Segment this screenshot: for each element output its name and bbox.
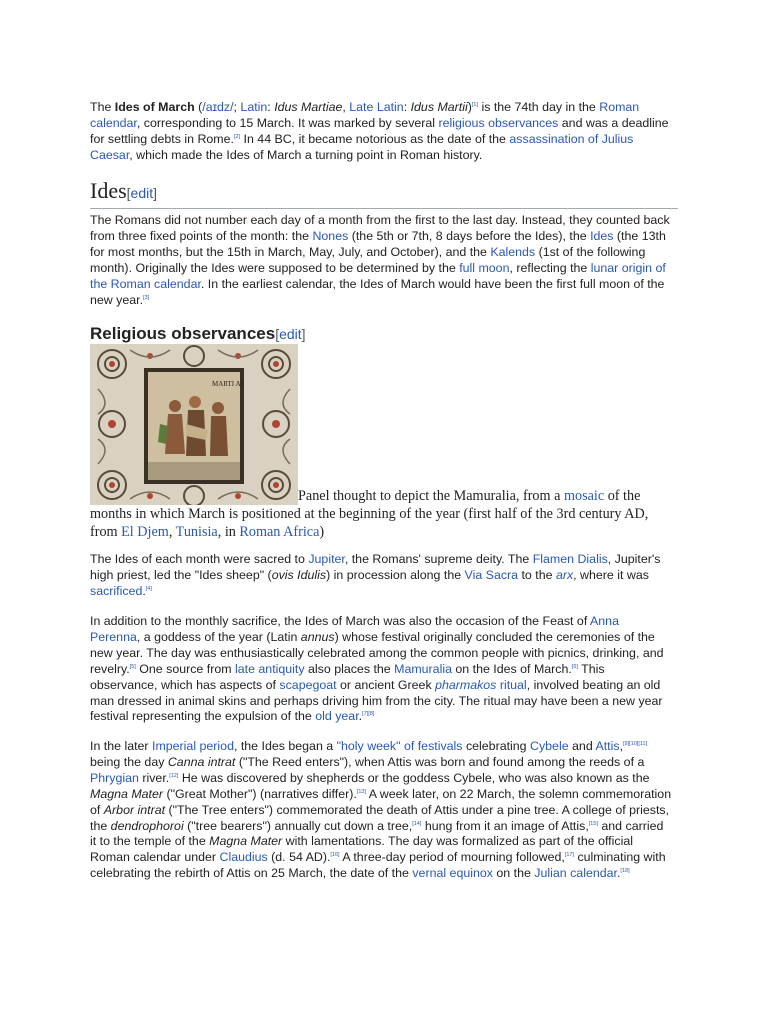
mamuralia-link[interactable]: Mamuralia [394,661,452,676]
anna-perenna-paragraph: In addition to the monthly sacrifice, the Ides of March was also the occasion of the Feast of Anna Perenna, a goddess of the year (Latin annus) whose festival originally concluded the ceremonies of the new year. The day was enthusiastically celebrated among the common people with picnics, drinking, and revelry.[5] One source from late antiquity also places the Mamuralia on the Ides of March.[6] This observance, which has aspects of scapegoat or ancient Greek pharmakos ritual, involved beating an old man dressed in animal skins and perhaps driving him from the city. The ritual may have been a new year festival representing the expulsion of the old year.[7][8] [90,614,664,724]
mosaic-link[interactable]: mosaic [563,488,605,504]
arx-link[interactable]: arx [555,567,574,582]
late-latin-link[interactable]: Late Latin [349,100,404,114]
via-sacra-link[interactable]: Via Sacra [464,567,519,582]
citation-ref[interactable]: [13] [356,788,366,795]
late-antiquity-link[interactable]: late antiquity [235,661,305,676]
ides-link[interactable]: Ides [590,228,614,243]
latin-link[interactable]: Latin [240,100,268,114]
ides-paragraph: The Romans did not number each day of a month from the first to the last day. Instead, they counted back from three fixed points of the month: the Nones (the 5th or 7th, 8 days before the Ides), the Ides (the 13th for most months, but the 15th in March, May, July, and October), and the Kalends (1st of the following month). Originally the Ides were supposed to be determined by the full moon, reflecting the lunar origin of the Roman calendar. In the earliest calendar, the Ides of March would have been the first full moon of the new year.[3] [90,213,670,307]
nones-link[interactable]: Nones [312,228,349,243]
mosaic-image[interactable] [90,344,298,505]
kalends-link[interactable]: Kalends [490,244,536,259]
old-year-link[interactable]: old year [315,709,359,724]
roman-africa-link[interactable]: Roman Africa [239,524,320,540]
cybele-link[interactable]: Cybele [530,739,569,753]
phrygian-link[interactable]: Phrygian [90,770,139,785]
pharmakos-link[interactable]: pharmakos [435,677,497,692]
scapegoat-link[interactable]: scapegoat [279,677,337,692]
edit-link-ides[interactable]: edit [130,185,154,201]
imperial-period-link[interactable]: Imperial period [152,739,234,753]
imperial-period-paragraph: In the later Imperial period, the Ides began a "holy week" of festivals celebrating Cybele and Attis,[9][10][11] being the day Canna intrat ("The Reed enters"), when Attis was born and found among the reeds of a Phrygian river.[12] He was discovered by shepherds or the goddess Cybele, who was also known as the Magna Mater ("Great Mother") (narratives differ).[13] A week later, on 22 March, the solemn commemoration of Arbor intrat ("The Tree enters") commemorated the death of Attis under a pine tree. A college of priests, the dendrophoroi ("tree bearers") annually cut down a tree,[14] hung from it an image of Attis,[15] and carried it to the temple of the Magna Mater with lamentations. The day was formalized as part of the official Roman calendar under Claudius (d. 54 AD).[16] A three-day period of mourning followed,[17] culminating with celebrating the rebirth of Attis on 25 March, the date of the vernal equinox on the Julian calendar.[18] [90,739,672,881]
assassination-link[interactable]: assassination of Julius Caesar [90,131,634,162]
citation-ref[interactable]: [18] [620,868,630,875]
article-title-bold: Ides of March [114,100,195,114]
citation-ref[interactable]: [7][8] [362,711,375,718]
flamen-dialis-link[interactable]: Flamen Dialis [532,552,608,566]
mosaic-inscription: MARTI AS [212,380,245,388]
mosaic-caption: MARTI AS Panel thought to depict the Mamuralia, from a mosaic of the months in which March is positioned at the beginning of the year (first half of the 3rd century AD, from El Djem, Tunisia, in Roman Africa) [90,344,676,541]
vernal-equinox-link[interactable]: vernal equinox [412,866,493,881]
claudius-link[interactable]: Claudius [219,850,268,865]
citation-ref[interactable]: [15] [588,820,598,827]
citation-ref[interactable]: [14] [412,820,422,827]
edit-link-religious[interactable]: edit [279,326,302,342]
full-moon-link[interactable]: full moon [459,260,510,275]
julian-calendar-link[interactable]: Julian calendar [534,866,617,881]
ritual-link[interactable]: ritual [499,677,527,692]
tunisia-link[interactable]: Tunisia [175,524,218,540]
citation-ref[interactable]: [17] [564,852,574,859]
citation-ref[interactable]: [1] [471,102,479,108]
mosaic-figure [90,344,676,541]
section-heading-religious-observances: Religious observances[edit] [90,324,306,343]
citation-ref[interactable]: [12] [169,772,179,779]
sacrificed-link[interactable]: sacrificed [90,583,143,598]
citation-ref[interactable]: [2] [233,133,241,140]
roman-calendar-link[interactable]: Roman calendar [90,100,640,130]
ipa-link[interactable]: /aɪdz/ [202,100,234,114]
citation-ref[interactable]: [3] [143,294,150,301]
citation-ref[interactable]: [16] [330,852,340,859]
citation-ref[interactable]: [5] [129,663,136,670]
citation-ref[interactable]: [4] [145,585,152,592]
anna-perenna-link[interactable]: Anna Perenna [90,614,619,644]
el-djem-link[interactable]: El Djem [121,524,169,540]
citation-ref[interactable]: [6] [571,663,578,670]
holy-week-link[interactable]: "holy week" of festivals [336,739,463,753]
citation-ref[interactable]: [11] [638,741,648,747]
intro-paragraph: The Ides of March (/aɪdz/; Latin: Idus Martiae, Late Latin: Idus Martii)[1] is the 74th day in the Roman calendar, corresponding to 15 March. It was marked by several religious observances and was a deadline for settling debts in Rome.[2] In 44 BC, it became notorious as the date of the assassination of Julius Caesar, which made the Ides of March a turning point in Roman history. [90,100,669,162]
lunar-origin-link[interactable]: lunar origin of the Roman calendar [90,260,666,291]
jupiter-link[interactable]: Jupiter [308,552,345,566]
citation-ref[interactable]: [9][10] [623,741,639,747]
section-heading-ides: Ides[edit] [90,178,678,209]
religious-observances-link[interactable]: religious observances [438,115,559,130]
jupiter-paragraph: The Ides of each month were sacred to Jupiter, the Romans' supreme deity. The Flamen Dialis, Jupiter's high priest, led the "Ides sheep" (ovis Idulis) in procession along the Via Sacra to the arx, where it was sacrificed.[4] [90,552,661,598]
attis-link[interactable]: Attis [595,739,620,753]
